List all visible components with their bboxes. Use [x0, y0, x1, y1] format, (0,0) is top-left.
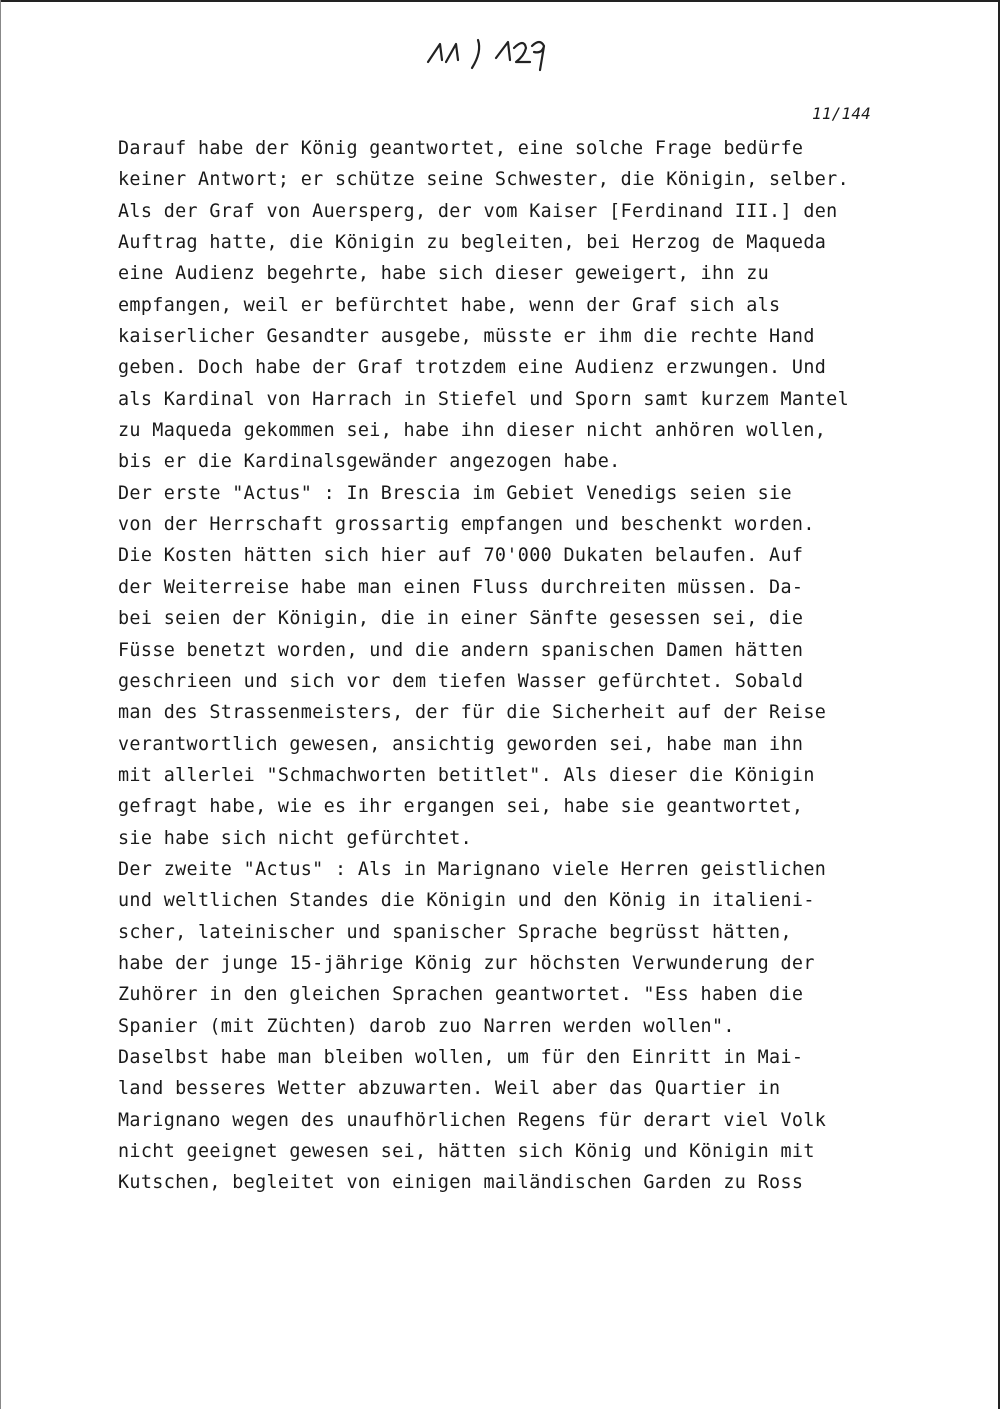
text-line: habe der junge 15-jährige König zur höchsten Verwunderung der	[118, 952, 815, 974]
text-line: und weltlichen Standes die Königin und den König in italieni-	[118, 890, 815, 912]
text-line: der Weiterreise habe man einen Fluss durchreiten müssen. Da-	[118, 576, 804, 598]
text-line: Der erste "Actus" : In Brescia im Gebiet Venedigs seien sie	[118, 482, 792, 504]
scan-edge-top	[0, 0, 1000, 2]
text-line: geben. Doch habe der Graf trotzdem eine Audienz erzwungen. Und	[118, 357, 827, 379]
text-line: als Kardinal von Harrach in Stiefel und Sporn samt kurzem Mantel	[118, 388, 850, 410]
text-line: bei seien der Königin, die in einer Sänfte gesessen sei, die	[118, 608, 804, 630]
page-number: 11/144	[812, 104, 871, 123]
text-line: mit allerlei "Schmachworten betitlet". Als dieser die Königin	[118, 764, 815, 786]
text-line: Als der Graf von Auersperg, der vom Kaiser [Ferdinand III.] den	[118, 200, 838, 222]
text-line: geschrieen und sich vor dem tiefen Wasser gefürchtet. Sobald	[118, 670, 804, 692]
text-line: bis er die Kardinalsgewänder angezogen habe.	[118, 451, 621, 473]
text-line: Spanier (mit Züchten) darob zuo Narren werden wollen".	[118, 1015, 735, 1037]
text-line: land besseres Wetter abzuwarten. Weil aber das Quartier in	[118, 1078, 781, 1100]
text-line: keiner Antwort; er schütze seine Schwester, die Königin, selber.	[118, 169, 850, 191]
text-line: von der Herrschaft grossartig empfangen und beschenkt worden.	[118, 514, 815, 536]
text-line: scher, lateinischer und spanischer Sprache begrüsst hätten,	[118, 921, 792, 943]
text-line: Kutschen, begleitet von einigen mailändischen Garden zu Ross	[118, 1172, 804, 1194]
scan-edge-left	[0, 0, 1, 1409]
text-line: Darauf habe der König geantwortet, eine solche Frage bedürfe	[118, 138, 804, 159]
text-line: zu Maqueda gekommen sei, habe ihn dieser nicht anhören wollen,	[118, 420, 827, 442]
text-line: verantwortlich gewesen, ansichtig geworden sei, habe man ihn	[118, 733, 804, 755]
text-line: Marignano wegen des unaufhörlichen Regens für derart viel Volk	[118, 1109, 827, 1131]
text-line: Daselbst habe man bleiben wollen, um für den Einritt in Mai-	[118, 1046, 804, 1068]
text-line: nicht geeignet gewesen sei, hätten sich König und Königin mit	[118, 1141, 815, 1162]
text-line: Füsse benetzt worden, und die andern spanischen Damen hätten	[118, 639, 804, 661]
handwritten-folio-number	[420, 18, 580, 78]
text-line: Zuhörer in den gleichen Sprachen geantwortet. "Ess haben die	[118, 984, 804, 1006]
text-line: eine Audienz begehrte, habe sich dieser geweigert, ihn zu	[118, 263, 770, 285]
text-line: gefragt habe, wie es ihr ergangen sei, habe sie geantwortet,	[118, 796, 804, 818]
text-line: kaiserlicher Gesandter ausgebe, müsste er ihm die rechte Hand	[118, 326, 815, 348]
text-line: Der zweite "Actus" : Als in Marignano viele Herren geistlichen	[118, 858, 827, 880]
text-line: man des Strassenmeisters, der für die Sicherheit auf der Reise	[118, 702, 827, 724]
text-line: Auftrag hatte, die Königin zu begleiten, bei Herzog de Maqueda	[118, 232, 827, 254]
body-text	[118, 133, 918, 1199]
text-line: sie habe sich nicht gefürchtet.	[118, 827, 473, 849]
text-line: empfangen, weil er befürchtet habe, wenn der Graf sich als	[118, 294, 781, 316]
text-line: Die Kosten hätten sich hier auf 70'000 Dukaten belaufen. Auf	[118, 545, 804, 567]
